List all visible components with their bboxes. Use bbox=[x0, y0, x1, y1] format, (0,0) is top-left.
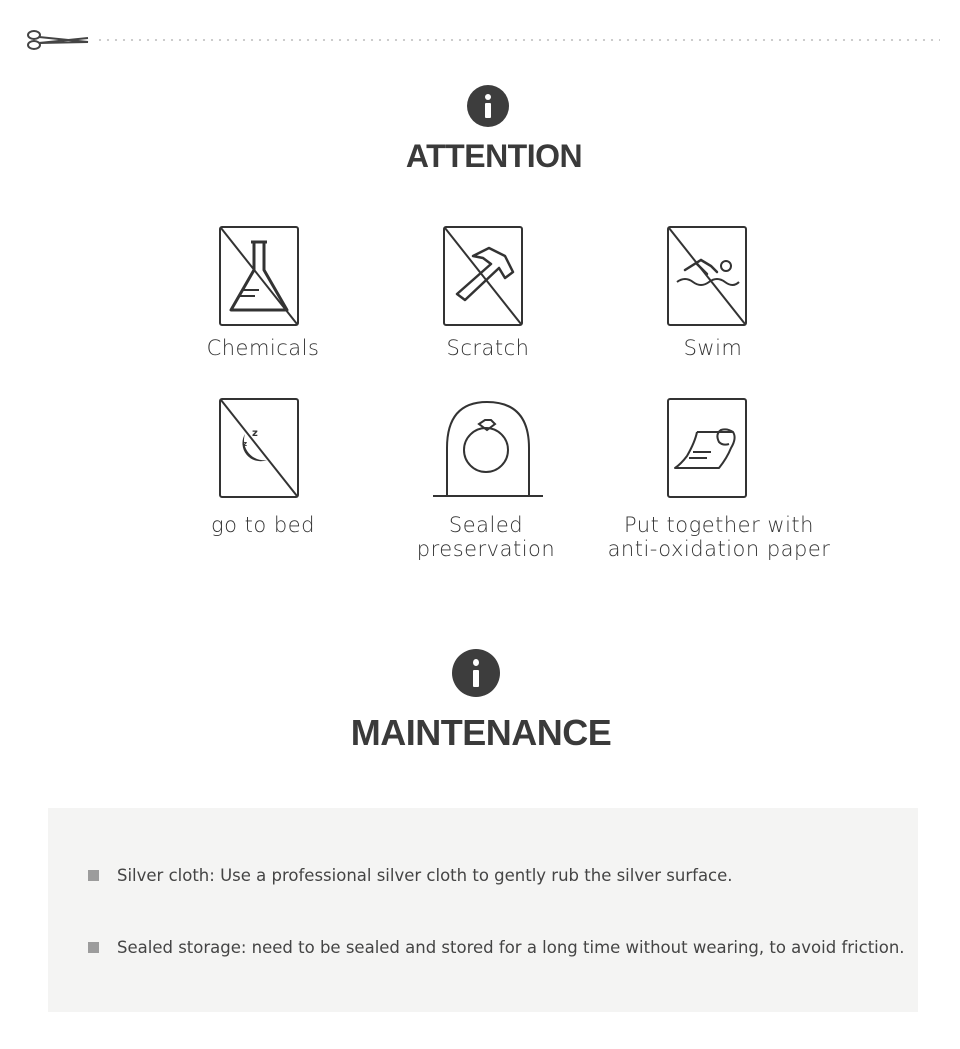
info-icon bbox=[452, 649, 500, 697]
maintenance-title: MAINTENANCE bbox=[350, 712, 612, 753]
scissors-icon bbox=[24, 28, 90, 52]
bullet-square-icon bbox=[88, 870, 99, 881]
svg-text:z: z bbox=[252, 428, 258, 439]
anti-oxidation-label bbox=[574, 513, 864, 561]
go-to-bed-label: go to bed bbox=[211, 513, 315, 537]
sealed-label-line1: Sealed bbox=[448, 513, 524, 537]
anti-oxidation-label-line1: Put together with bbox=[624, 513, 814, 537]
maintenance-panel bbox=[48, 808, 918, 1012]
no-scratch-icon bbox=[443, 226, 523, 326]
anti-oxidation-paper-icon bbox=[667, 398, 747, 498]
bullet-square-icon bbox=[88, 942, 99, 953]
no-chemicals-icon bbox=[219, 226, 299, 326]
svg-text:z: z bbox=[243, 440, 248, 448]
maintenance-item-text: Sealed storage: need to be sealed and stored for a long time without wearing, to avoid friction. bbox=[117, 938, 905, 957]
cut-line bbox=[24, 28, 940, 52]
info-icon bbox=[467, 85, 509, 127]
swim-label: Swim bbox=[683, 336, 743, 360]
chemicals-label: Chemicals bbox=[206, 336, 320, 360]
no-sleep-icon bbox=[219, 398, 299, 498]
no-swim-icon bbox=[667, 226, 747, 326]
list-item bbox=[88, 938, 905, 957]
attention-title: ATTENTION bbox=[405, 138, 583, 174]
sealed-label-line2: preservation bbox=[416, 537, 556, 561]
sealed-ring-icon bbox=[433, 398, 543, 498]
dotted-line bbox=[96, 39, 940, 41]
scratch-label: Scratch bbox=[446, 336, 530, 360]
list-item bbox=[88, 866, 733, 885]
maintenance-item-text: Silver cloth: Use a professional silver cloth to gently rub the silver surface. bbox=[117, 866, 733, 885]
anti-oxidation-label-line2: anti-oxidation paper bbox=[607, 537, 831, 561]
